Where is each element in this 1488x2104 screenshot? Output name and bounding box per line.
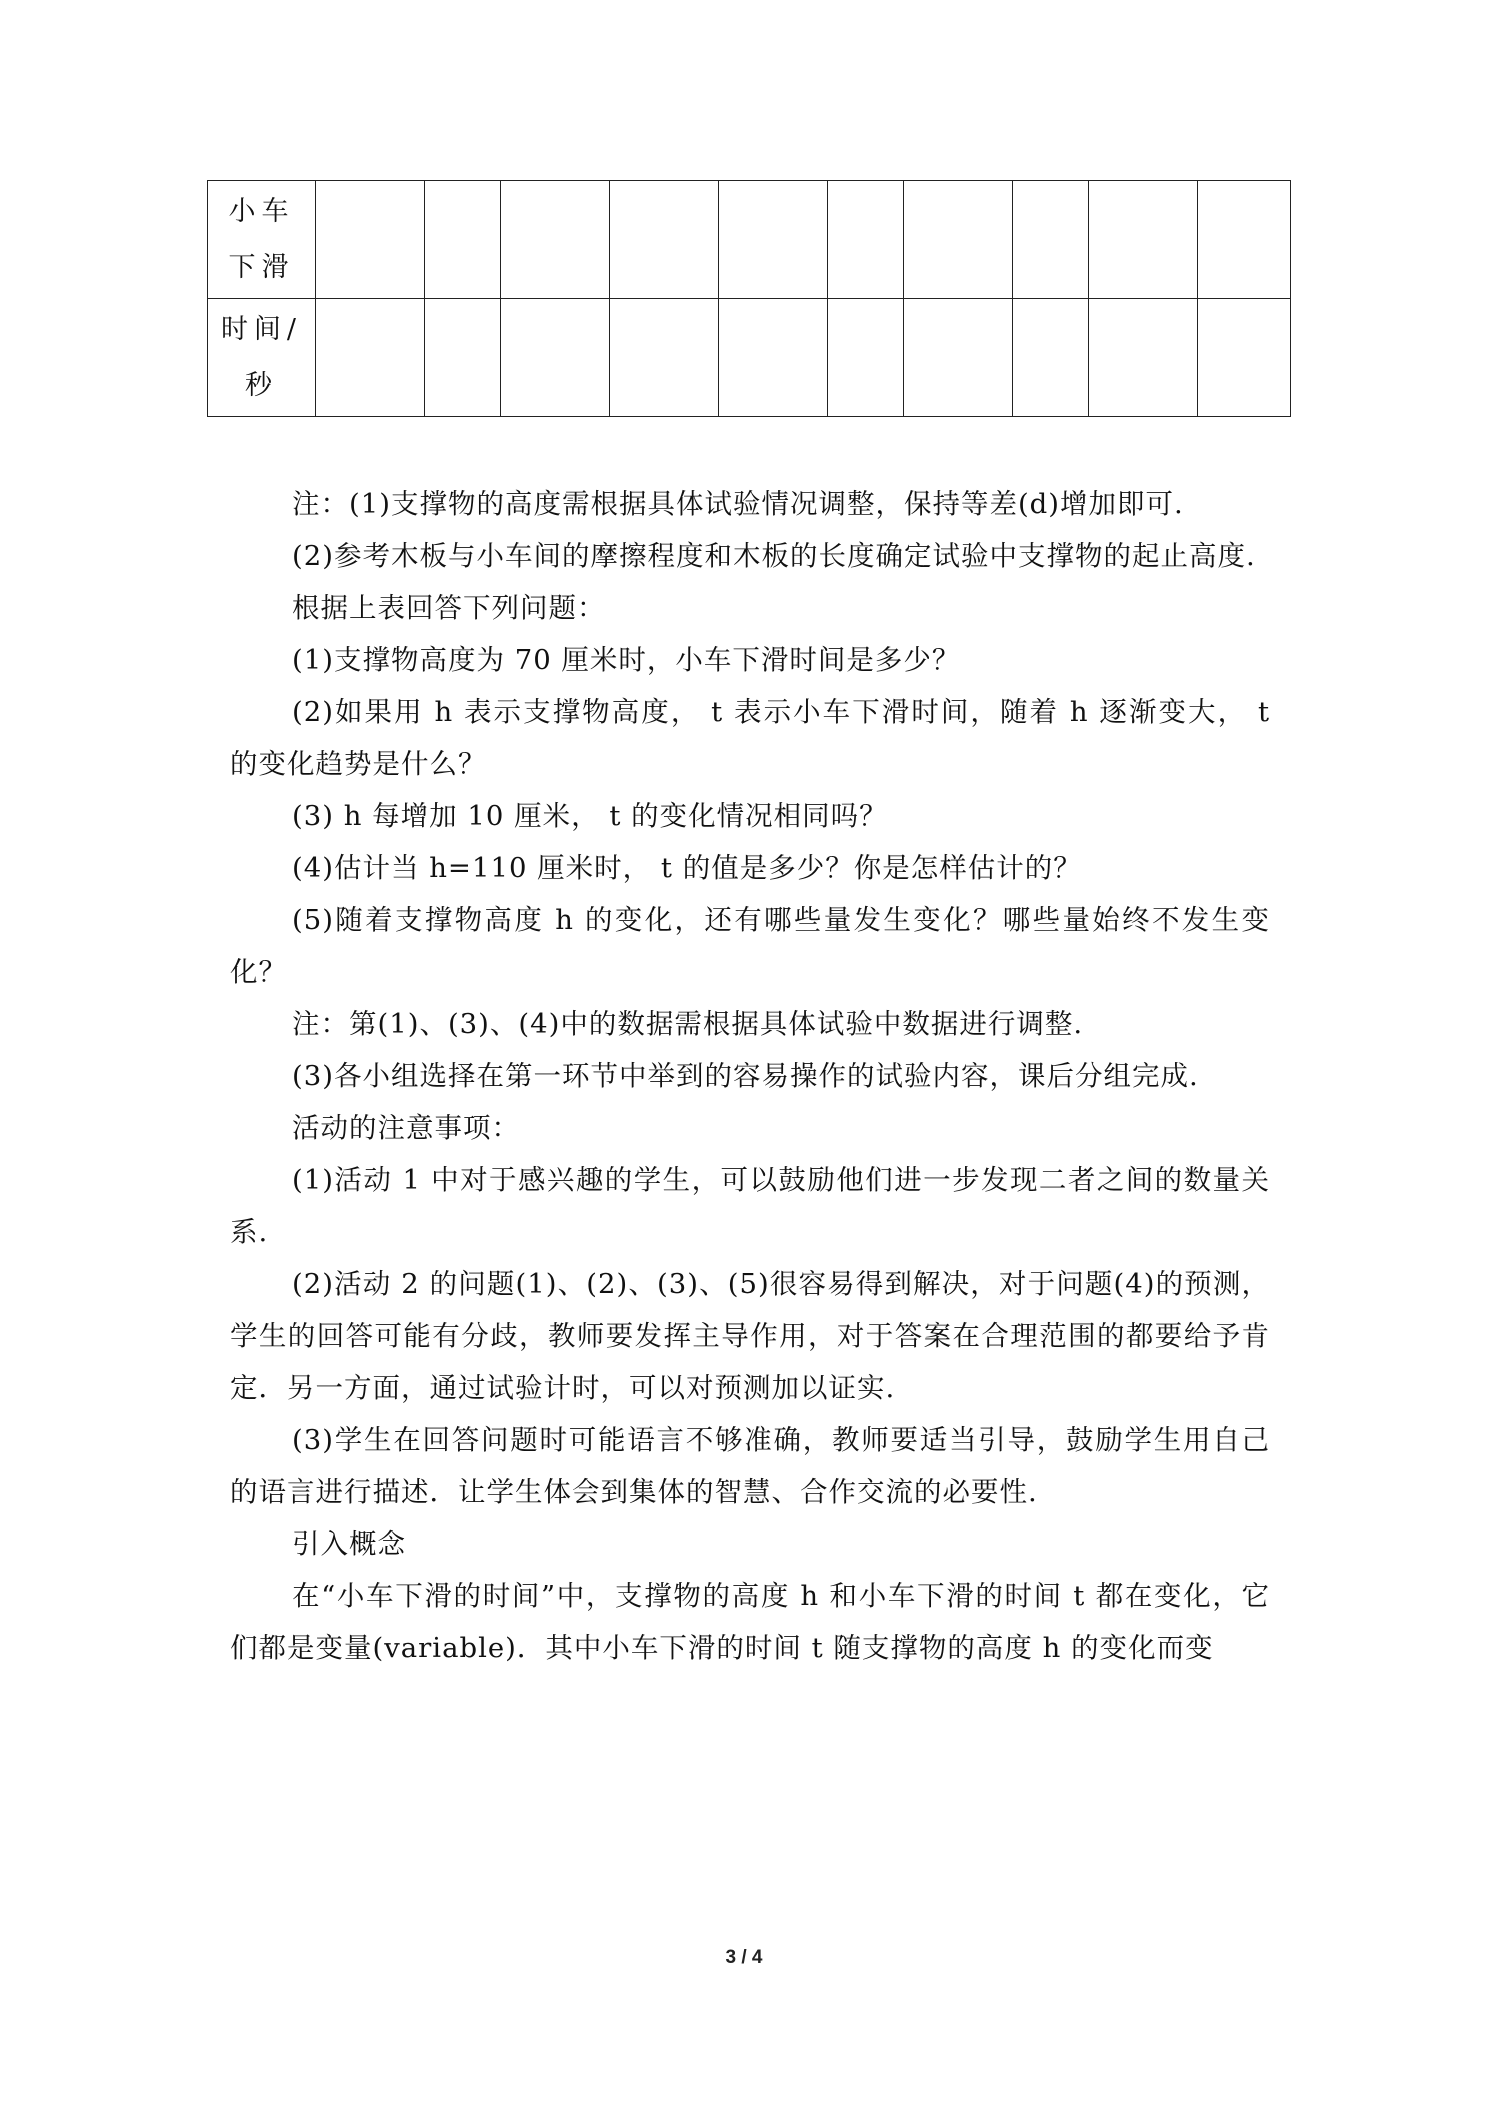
paragraph: (3)学生在回答问题时可能语言不够准确，教师要适当引导，鼓励学生用自己的语言进行描述．让学生体会到集体的智慧、合作交流的必要性. — [230, 1424, 1270, 1508]
table-cell — [425, 181, 501, 299]
paragraph: 活动的注意事项： — [292, 1112, 520, 1144]
paragraph: (2)如果用 h 表示支撑物高度， t 表示小车下滑时间，随着 h 逐渐变大， t 的变化趋势是什么？ — [230, 696, 1270, 780]
paragraph: (2)活动 2 的问题(1)、(2)、(3)、(5)很容易得到解决，对于问题(4)的预测，学生的回答可能有分歧，教师要发挥主导作用，对于答案在合理范围的都要给予肯定．另一方面，通过试验计时，可以对预测加以证实. — [230, 1268, 1270, 1404]
table-cell — [719, 299, 828, 417]
paragraph: (1)支撑物高度为 70 厘米时，小车下滑时间是多少？ — [292, 644, 961, 676]
paragraph: 在“小车下滑的时间”中，支撑物的高度 h 和小车下滑的时间 t 都在变化，它们都是变量(variable)．其中小车下滑的时间 t 随支撑物的高度 h 的变化而变 — [230, 1580, 1270, 1664]
table-row — [208, 181, 1291, 299]
paragraph: 注：第(1)、(3)、(4)中的数据需根据具体试验中数据进行调整. — [292, 1008, 1084, 1040]
table-cell — [1013, 299, 1089, 417]
body-text — [230, 478, 1270, 1674]
table-row — [208, 299, 1291, 417]
paragraph: (4)估计当 h=110 厘米时， t 的值是多少？你是怎样估计的？ — [292, 852, 1082, 884]
row-label-cell — [208, 181, 316, 299]
table-cell — [1198, 299, 1291, 417]
table-cell — [610, 181, 719, 299]
table-cell — [904, 299, 1013, 417]
paragraph: (1)活动 1 中对于感兴趣的学生，可以鼓励他们进一步发现二者之间的数量关系. — [230, 1164, 1270, 1248]
table-cell — [904, 181, 1013, 299]
table-cell — [828, 299, 904, 417]
row-label-line: 时间/ — [220, 313, 303, 345]
table-cell — [610, 299, 719, 417]
row-label-cell — [208, 299, 316, 417]
row-label-line: 小车 — [228, 195, 295, 227]
table-cell — [425, 299, 501, 417]
table-cell — [316, 299, 425, 417]
paragraph: (5)随着支撑物高度 h 的变化，还有哪些量发生变化？哪些量始终不发生变化？ — [230, 904, 1270, 988]
table-cell — [316, 181, 425, 299]
table-cell — [1089, 299, 1198, 417]
paragraph: 引入概念 — [292, 1528, 406, 1560]
experiment-table — [207, 180, 1291, 417]
table-cell — [1198, 181, 1291, 299]
paragraph: (3) h 每增加 10 厘米， t 的变化情况相同吗？ — [292, 800, 888, 832]
table-cell — [501, 181, 610, 299]
paragraph: (2)参考木板与小车间的摩擦程度和木板的长度确定试验中支撑物的起止高度. — [292, 540, 1256, 572]
table-cell — [501, 299, 610, 417]
row-label-line: 下滑 — [228, 251, 295, 283]
page-number: 3 / 4 — [725, 1947, 763, 1968]
table-cell — [1013, 181, 1089, 299]
paragraph: (3)各小组选择在第一环节中举到的容易操作的试验内容，课后分组完成. — [292, 1060, 1199, 1092]
row-label-line: 秒 — [245, 369, 278, 401]
paragraph: 根据上表回答下列问题： — [292, 592, 606, 624]
table-cell — [719, 181, 828, 299]
table-cell — [828, 181, 904, 299]
paragraph: 注：(1)支撑物的高度需根据具体试验情况调整，保持等差(d)增加即可. — [292, 488, 1184, 520]
table-cell — [1089, 181, 1198, 299]
